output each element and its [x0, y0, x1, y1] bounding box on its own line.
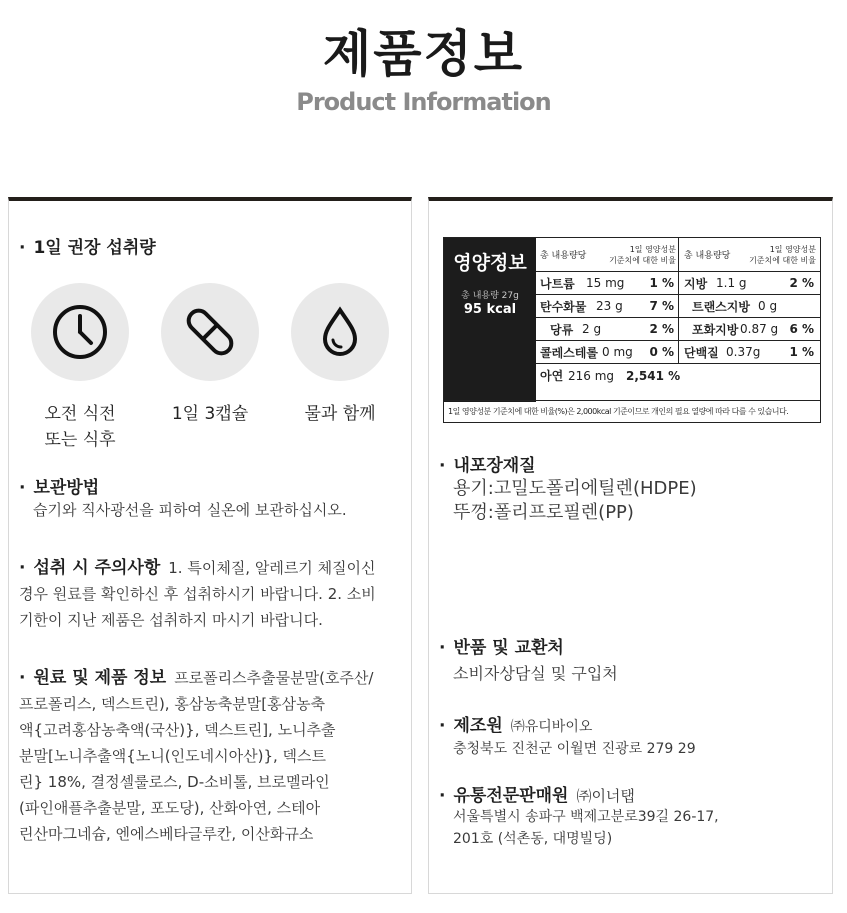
- water-drop-icon: [291, 283, 389, 381]
- ingredients-text-1: 프로폴리스추출물분말(호주산/: [174, 669, 374, 687]
- ingredients-text-4: 분말[노니추출액{노니(인도네시아산)}, 덱스트: [19, 747, 327, 765]
- ingredients-text-5: 린} 18%, 결정셀룰로스, D-소비톨, 브로멜라인: [19, 773, 330, 791]
- manufacturer-name: ㈜유디바이오: [510, 719, 593, 735]
- distributor-address-1: 서울특별시 송파구 백제고분로39길 26-17,: [453, 809, 719, 825]
- ingredients-block: · 원료 및 제품 정보 프로폴리스추출물분말(호주산/ 프로폴리스, 덱스트린), 홍삼농축분말[홍삼농축 액{고려홍삼농축액(국산)}, 덱스트린], 노니추출 분말[노니추출액{노니(인도네시아산)}, 덱스트 린} 18%, 결정셀룰로스, D-소비톨, 브로멜라인 (파인애플추출분말, 포도당), 산화아연, 스테아 린산마그네슘, 엔에스베타글루칸, 이산화규소: [19, 665, 407, 847]
- packaging-text: [453, 477, 697, 525]
- right-panel: [428, 197, 833, 894]
- nutrition-col-header: [536, 238, 820, 272]
- caution-text-1: 1. 특이체질, 알레르기 체질이신: [168, 559, 376, 577]
- left-panel: [8, 197, 412, 894]
- distributor-heading: 유통전문판매원: [453, 786, 569, 806]
- nutrition-row: 콜레스테롤 0 mg 0 % 단백질 0.37g 1 %: [536, 341, 820, 364]
- col-header-ratio-right: 1일 영양성분 기준치에 대한 비율: [749, 244, 816, 265]
- dosage-label-amount: 1일 3캡슐: [171, 404, 249, 424]
- nutrition-kcal: 95 kcal: [463, 302, 517, 317]
- manufacturer-block: · 제조원 ㈜유디바이오 충청북도 진천군 이월면 진광로 279 29: [439, 711, 696, 762]
- distributor-name: ㈜이너탭: [576, 787, 635, 805]
- caution-text-3: 기한이 지난 제품은 섭취하지 마시기 바랍니다.: [19, 611, 323, 629]
- caution-heading: 섭취 시 주의사항: [33, 558, 161, 578]
- ingredients-text-2: 프로폴리스, 덱스트린), 홍삼농축분말[홍삼농축: [19, 695, 326, 713]
- nutrition-title: 영양정보: [453, 252, 527, 274]
- dosage-heading: · 1일 권장 섭취량: [19, 238, 156, 258]
- nutrition-footnote: 1일 영양성분 기준치에 대한 비율(%)은 2,000kcal 기준이므로 개인의 필요 열량에 따라 다를 수 있습니다.: [444, 400, 820, 422]
- returns-text: 소비자상담실 및 구입처: [453, 664, 618, 683]
- nutrition-table: [443, 237, 821, 423]
- nutrition-header: [444, 238, 536, 402]
- nutrition-row: 탄수화물 23 g 7 % 트랜스지방 0 g: [536, 295, 820, 318]
- nutrition-row: 당류 2 g 2 % 포화지방 0.87 g 6 %: [536, 318, 820, 341]
- ingredients-heading: 원료 및 제품 정보: [33, 668, 167, 688]
- manufacturer-heading: 제조원: [453, 716, 503, 736]
- distributor-block: · 유통전문판매원 ㈜이너탭 서울특별시 송파구 백제고분로39길 26-17, 201호 (석촌동, 대명빌딩): [439, 781, 719, 850]
- manufacturer-address: 충청북도 진천군 이월면 진광로 279 29: [453, 741, 696, 757]
- nutrition-row-zinc: 아연 216 mg 2,541 %: [540, 368, 681, 383]
- capsule-icon: [161, 283, 259, 381]
- page-subtitle: Product Information: [296, 88, 551, 116]
- storage-heading: · 보관방법: [19, 478, 100, 498]
- page-title: 제품정보: [322, 25, 525, 83]
- col-header-amount-left: 총 내용량당: [540, 251, 587, 261]
- ingredients-text-3: 액{고려홍삼농축액(국산)}, 덱스트린], 노니추출: [19, 721, 336, 739]
- packaging-lid: 뚜껑:폴리프로필렌(PP): [453, 502, 634, 523]
- nutrition-total-amount: 총 내용량 27g: [461, 291, 519, 301]
- distributor-address-2: 201호 (석촌동, 대명빌딩): [453, 831, 613, 847]
- packaging-container: 용기:고밀도폴리에틸렌(HDPE): [453, 478, 697, 499]
- nutrition-row: 나트륨 15 mg 1 % 지방 1.1 g 2 %: [536, 272, 820, 295]
- caution-block: · 섭취 시 주의사항 1. 특이체질, 알레르기 체질이신 경우 원료를 확인하신 후 섭취하시기 바랍니다. 2. 소비 기한이 지난 제품은 섭취하지 마시기 바랍니다.: [19, 555, 407, 633]
- dosage-label-time: 오전 식전 또는 식후: [44, 404, 116, 450]
- ingredients-text-6: (파인애플추출분말, 포도당), 산화아연, 스테아: [19, 799, 321, 817]
- returns-heading: · 반품 및 교환처: [439, 638, 564, 658]
- caution-text-2: 경우 원료를 확인하신 후 섭취하시기 바랍니다. 2. 소비: [19, 585, 376, 603]
- dosage-label-water: 물과 함께: [304, 404, 376, 424]
- clock-icon: [31, 283, 129, 381]
- storage-text: 습기와 직사광선을 피하여 실온에 보관하십시오.: [33, 501, 347, 519]
- packaging-heading: · 내포장재질: [439, 456, 536, 476]
- col-header-amount-right: 총 내용량당: [684, 251, 731, 261]
- col-header-ratio-left: 1일 영양성분 기준치에 대한 비율: [609, 244, 676, 265]
- ingredients-text-7: 린산마그네슘, 엔에스베타글루칸, 이산화규소: [19, 825, 314, 843]
